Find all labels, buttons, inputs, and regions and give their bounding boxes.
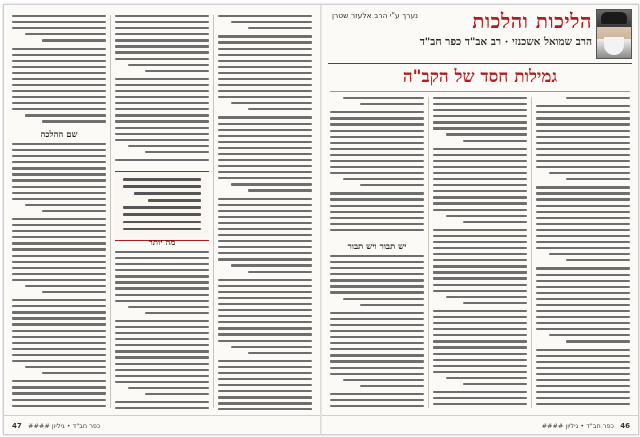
text-column-right-2 xyxy=(433,97,527,410)
pull-quote xyxy=(115,171,209,241)
right-page xyxy=(322,5,638,434)
text-column-left-3 xyxy=(12,15,106,125)
left-page-footer xyxy=(4,415,320,434)
subhead-3: שם ההלכה xyxy=(40,130,78,140)
author-title: רב אב"ד כפר חב"ד xyxy=(419,36,502,48)
subhead-1: יש תבור ויש תבור xyxy=(347,242,407,252)
left-page xyxy=(4,5,320,434)
text-column-left-2b xyxy=(115,251,209,410)
page-gutter xyxy=(320,5,322,434)
text-column-right-3b xyxy=(330,255,424,410)
page-number-left: 47 xyxy=(12,422,22,430)
text-column-left-2 xyxy=(115,15,209,165)
right-page-footer xyxy=(322,415,638,434)
headline-rule xyxy=(330,91,630,92)
text-column-left-3b xyxy=(12,143,106,410)
page-number: 46 xyxy=(620,422,630,430)
text-column-right-1 xyxy=(536,97,630,410)
magazine-name: כפר חב"ד • גיליון #### xyxy=(541,422,614,430)
author-portrait xyxy=(596,9,632,59)
header-rule xyxy=(328,63,632,64)
magazine-spread xyxy=(3,4,639,435)
magazine-name-left: כפר חב"ד • גיליון #### xyxy=(28,422,101,430)
author-name: הרב שמואל אשכנזי · רב אב"ד כפר חב"ד xyxy=(419,36,592,48)
author-label: הרב שמואל אשכנזי xyxy=(512,36,592,48)
section-title: הליכות והלכות xyxy=(472,9,592,33)
article-headline: גמילות חסד של הקב"ה xyxy=(402,67,558,87)
text-column-right-3 xyxy=(330,97,424,235)
subhead-2: מה יותר xyxy=(148,238,176,248)
text-column-left-1 xyxy=(218,15,312,410)
byline: נערך ע"י הרב אלעזר שטרן xyxy=(332,11,419,20)
